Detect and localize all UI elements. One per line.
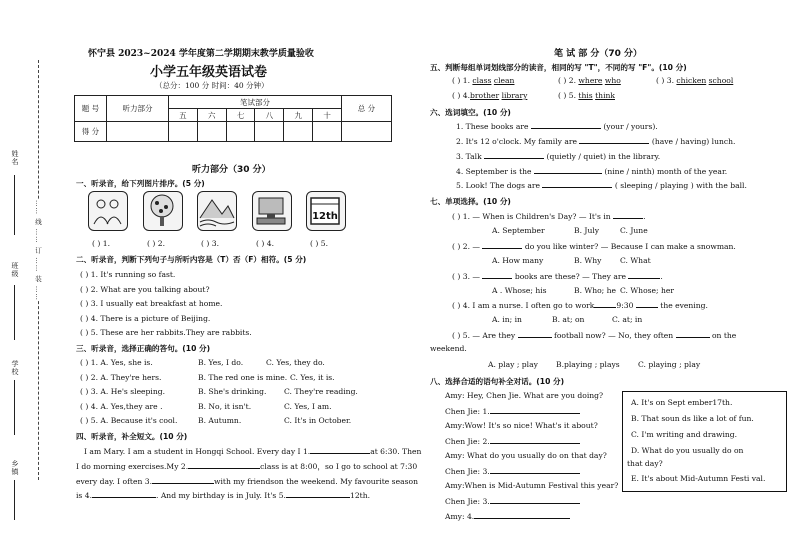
dialogue-line: Chen Jie: 2. [445,436,580,446]
s2-item[interactable]: ( ) 4. There is a picture of Beijing. [80,314,211,323]
score-cell[interactable] [107,122,169,142]
calendar-text: 12th [312,211,338,222]
town-line [14,480,15,520]
s3-item[interactable]: ( ) 5. A. Because it's cool. B. Autumn. C. It's in October. [80,416,352,425]
s3-item[interactable]: ( ) 4. A. Yes,they are . B. No, it isn't. C. Yes, I am. [80,402,332,411]
s6-blank[interactable] [534,166,602,174]
s7-options: A. How many B. Why C. What [492,256,651,265]
s4-line: I do morning exercises.My 2. class is at 8:00，so I go to school at 7:30 [76,462,418,471]
s4-blank[interactable] [92,490,156,498]
score-table-written: 笔试部分 [169,96,342,109]
class-label: 班级 [11,262,19,278]
s5-item[interactable]: ( ) 5. this think [558,91,615,100]
s7-question[interactable]: ( ) 5. — Are they football now? — No, they often on the [452,331,737,340]
s7-question[interactable]: ( ) 3. — books are these? — They are . [452,272,663,281]
s3-item[interactable]: ( ) 3. A. He's sleeping. B. She's drinking. C. They're reading. [80,387,358,396]
dialogue-line: Amy:When is Mid-Autumn Festival this year? [445,481,619,490]
s8-heading: 八、选择合适的语句补全对话。(10 分) [430,377,565,386]
name-label: 姓名 [11,150,19,166]
s4-blank[interactable] [310,446,370,454]
dialogue-line: Amy: 4. [445,511,570,521]
s2-heading: 二、听录音，判断下列句子与所听内容是（T）否（F）相符。(5 分) [76,255,307,264]
s2-item[interactable]: ( ) 2. What are you talking about? [80,285,210,294]
option-d: D. What do you usually do on [631,446,744,455]
s2-item[interactable]: ( ) 3. I usually eat breakfast at home. [80,299,223,308]
s6-blank[interactable] [579,136,649,144]
s2-item[interactable]: ( ) 1. It's running so fast. [80,270,176,279]
town-label: 乡镇 [11,460,19,476]
s4-line: is 4. . And my birthday is in July. It's 5. 12th. [76,491,371,500]
option-b: B. That soun ds like a lot of fun. [631,414,754,423]
s1-answer[interactable]: ( ) 3. [201,239,219,248]
s7-heading: 七、单项选择。(10 分) [430,197,511,206]
s1-heading: 一、听录音，给下列图片排序。(5 分) [76,179,205,188]
score-cell[interactable] [169,122,198,142]
s5-item[interactable]: ( ) 3. chicken school [656,76,734,85]
score-cell[interactable] [197,122,226,142]
s1-answer[interactable]: ( ) 1. [92,239,110,248]
s4-heading: 四、听录音，补全短文。(10 分) [76,432,188,441]
s7-options: A. in; in B. at; on C. at; in [492,315,643,324]
s5-item[interactable]: ( ) 4.brother library [452,91,528,100]
s6-item: 2. It's 12 o'clock. My family are (have / having) lunch. [456,137,736,146]
s7-question[interactable]: ( ) 1. — When is Children's Day? — It's in . [452,212,646,221]
school-label: 学校 [11,360,19,376]
s7-options: A. play ; play B.playing ; plays C. playing ; play [488,360,701,369]
dialogue-line: Chen Jie: 3. [445,496,580,506]
computer-icon [252,191,292,231]
score-cell[interactable] [313,122,342,142]
listening-title: 听力部分（30 分） [192,165,271,175]
option-a: A. It's on Sept ember17th. [631,398,733,407]
written-title: 笔 试 部 分（70 分） [554,49,643,59]
s7-question-cont: weekend. [430,344,467,353]
dialogue-blank[interactable] [474,511,570,519]
tree-icon [143,191,183,231]
dialogue-blank[interactable] [490,466,580,474]
score-col: 五 [169,109,198,122]
score-table-label: 题 号 [75,96,107,122]
s1-answer[interactable]: ( ) 5. [310,239,328,248]
score-col: 八 [255,109,284,122]
school-line [14,380,15,435]
s4-blank[interactable] [188,461,260,469]
s3-item[interactable]: ( ) 1. A. Yes, she is. B. Yes, I do. C. Yes, they do. [80,358,325,367]
s1-answer[interactable]: ( ) 4. [256,239,274,248]
s6-blank[interactable] [484,151,544,159]
dialogue-line: Chen Jie: 1. [445,406,580,416]
calendar-icon [306,191,346,231]
exam-meta: （总分：100 分 时间：40 分钟） [155,81,269,90]
dialogue-blank[interactable] [490,436,580,444]
s5-heading: 五、判断每组单词划线部分的读音，相同的写 "T"，不同的写 "F"。(10 分) [430,63,687,72]
score-col: 九 [284,109,313,122]
dialogue-line: Chen Jie: 3. [445,466,580,476]
s6-heading: 六、选词填空。(10 分) [430,108,511,117]
exam-title-line1: 怀宁县 2023~2024 学年度第二学期期末教学质量验收 [88,49,314,59]
s6-item: 3. Talk (quietly / quiet) in the library. [456,152,661,161]
score-cell[interactable] [284,122,313,142]
score-col: 十 [313,109,342,122]
score-cell[interactable] [255,122,284,142]
class-line [14,285,15,340]
option-d-cont: that day? [627,459,663,468]
dialogue-blank[interactable] [490,406,580,414]
exam-title-line2: 小学五年级英语试卷 [150,65,268,80]
score-table [74,95,392,142]
s2-item[interactable]: ( ) 5. These are her rabbits.They are rabbits. [80,328,252,337]
s6-item: 4. September is the (nine / ninth) month of the year. [456,167,728,176]
s4-line: I am Mary. I am a student in Hongqi School. Every day I 1. at 6:30. Then [84,447,422,456]
score-col: 七 [226,109,255,122]
s5-item[interactable]: ( ) 2. where who [558,76,621,85]
score-table-total: 总 分 [342,96,392,122]
seal-text: …… 线 …… 订 …… 装 …… [34,200,42,301]
people-icon [88,191,128,231]
score-table-listening: 听力部分 [107,96,169,122]
dialogue-line: Amy:Wow! It's so nice! What's it about? [445,421,598,430]
dialogue-line: Amy: Hey, Chen Jie. What are you doing? [445,391,604,400]
score-cell[interactable] [226,122,255,142]
score-cell[interactable] [342,122,392,142]
s4-blank[interactable] [286,490,350,498]
s6-item: 1. These books are (your / yours). [456,122,658,131]
option-c: C. I'm writing and drawing. [631,430,738,439]
dialogue-blank[interactable] [490,496,580,504]
s6-blank[interactable] [542,180,612,188]
s4-blank[interactable] [152,476,214,484]
s7-options: A . Whose; his B. Who; he C. Whose; her [492,286,675,295]
s7-question[interactable]: ( ) 4. I am a nurse. I often go to work 9:30 the evening. [452,301,708,310]
s3-item[interactable]: ( ) 2. A. They're hers. B. The red one is mine. C. Yes, it is. [80,373,335,382]
name-line [14,175,15,235]
s6-blank[interactable] [531,121,601,129]
s1-answer[interactable]: ( ) 2. [147,239,165,248]
score-col: 六 [197,109,226,122]
option-e: E. It's about Mid-Autumn Festi val. [631,474,766,483]
dialogue-line: Amy: What do you usually do on that day? [445,451,607,460]
s3-heading: 三、听录音，选择正确的答句。(10 分) [76,344,211,353]
s7-question[interactable]: ( ) 2. — do you like winter? — Because I can make a snowman. [452,242,736,251]
s4-line: every day. I often 3. with my friendson the weekend. My favourite season [76,477,418,486]
s5-item[interactable]: ( ) 1. class clean [452,76,515,85]
score-row-label: 得 分 [75,122,107,142]
s6-item: 5. Look! The dogs are ( sleeping / playing ) with the ball. [456,181,747,190]
binding-margin [0,0,72,542]
options-box [622,391,787,492]
s7-options: A. September B. July C. June [492,226,648,235]
landscape-icon [197,191,237,231]
